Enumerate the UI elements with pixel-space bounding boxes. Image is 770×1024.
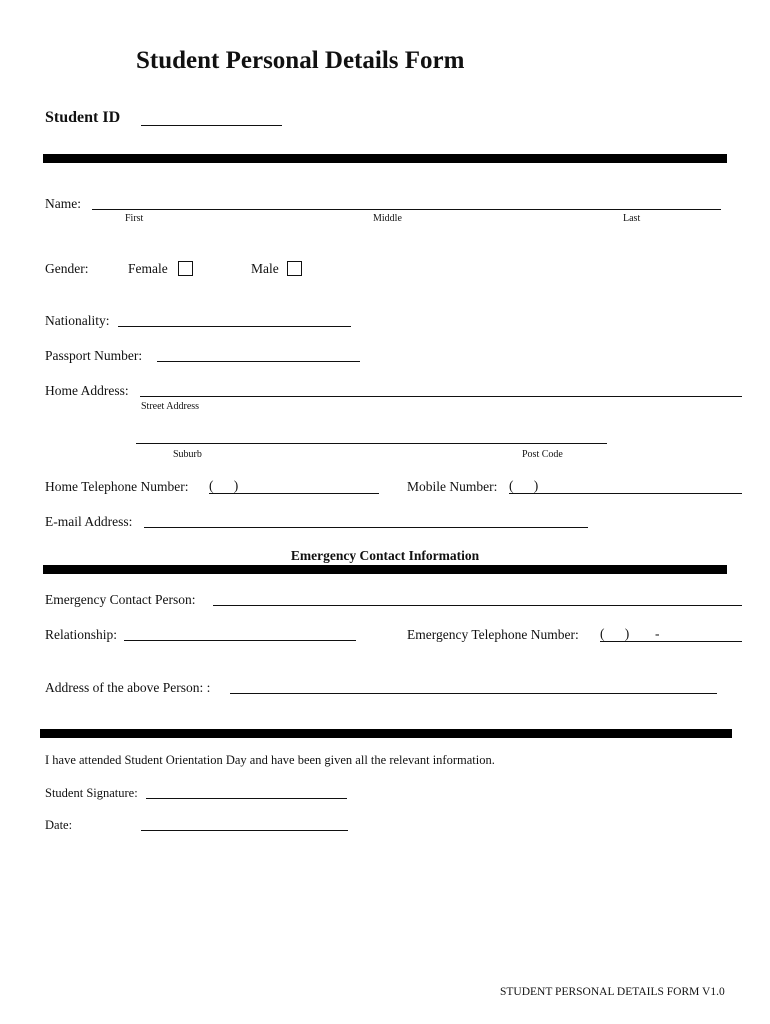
- male-label: Male: [251, 261, 279, 276]
- relationship-field[interactable]: [124, 640, 356, 641]
- signature-field[interactable]: [146, 798, 347, 799]
- emergency-person-label: Emergency Contact Person:: [45, 592, 196, 607]
- emergency-heading: Emergency Contact Information: [290, 548, 480, 563]
- mobile-field[interactable]: [509, 479, 742, 494]
- date-label: Date:: [45, 818, 73, 832]
- female-label: Female: [128, 261, 168, 276]
- nationality-label: Nationality:: [45, 313, 110, 328]
- name-last-caption: Last: [623, 213, 641, 224]
- email-label: E-mail Address:: [45, 514, 133, 529]
- emergency-phone-field[interactable]: [600, 627, 742, 642]
- relationship-label: Relationship:: [45, 627, 117, 642]
- footer-version: STUDENT PERSONAL DETAILS FORM V1.0: [500, 986, 725, 998]
- passport-label: Passport Number:: [45, 348, 143, 363]
- mobile-area-code: ( ): [509, 478, 539, 493]
- emergency-address-label: Address of the above Person: :: [45, 680, 211, 695]
- emergency-phone-area-code: ( ): [600, 626, 630, 641]
- street-address-field[interactable]: [140, 396, 742, 397]
- home-phone-area-code: ( ): [209, 478, 239, 493]
- emergency-phone-dash: -: [655, 626, 660, 641]
- male-checkbox[interactable]: [287, 261, 302, 276]
- name-label: Name:: [45, 196, 81, 211]
- nationality-field[interactable]: [118, 326, 351, 327]
- emergency-address-field[interactable]: [230, 693, 717, 694]
- emergency-person-field[interactable]: [213, 605, 742, 606]
- signature-label: Student Signature:: [45, 786, 138, 800]
- declaration-divider: [40, 729, 732, 738]
- home-phone-field[interactable]: [209, 479, 379, 494]
- gender-label: Gender:: [45, 261, 89, 276]
- email-field[interactable]: [144, 527, 588, 528]
- passport-field[interactable]: [157, 361, 360, 362]
- home-address-label: Home Address:: [45, 383, 129, 398]
- declaration-text: I have attended Student Orientation Day and have been given all the relevant information.: [45, 753, 495, 767]
- mobile-label: Mobile Number:: [407, 479, 498, 494]
- date-field[interactable]: [141, 830, 348, 831]
- name-middle-caption: Middle: [373, 213, 402, 224]
- suburb-caption: Suburb: [173, 449, 202, 460]
- postcode-caption: Post Code: [522, 449, 563, 460]
- suburb-postcode-field[interactable]: [136, 443, 607, 444]
- female-checkbox[interactable]: [178, 261, 193, 276]
- emergency-phone-label: Emergency Telephone Number:: [407, 627, 579, 642]
- name-first-caption: First: [125, 213, 144, 224]
- section-divider: [43, 154, 727, 163]
- student-id-label: Student ID: [45, 109, 121, 126]
- page-title: Student Personal Details Form: [136, 47, 465, 74]
- home-phone-label: Home Telephone Number:: [45, 479, 189, 494]
- emergency-divider: [43, 565, 727, 574]
- name-field[interactable]: [92, 209, 721, 210]
- student-id-field[interactable]: [141, 125, 282, 126]
- street-address-caption: Street Address: [141, 401, 200, 412]
